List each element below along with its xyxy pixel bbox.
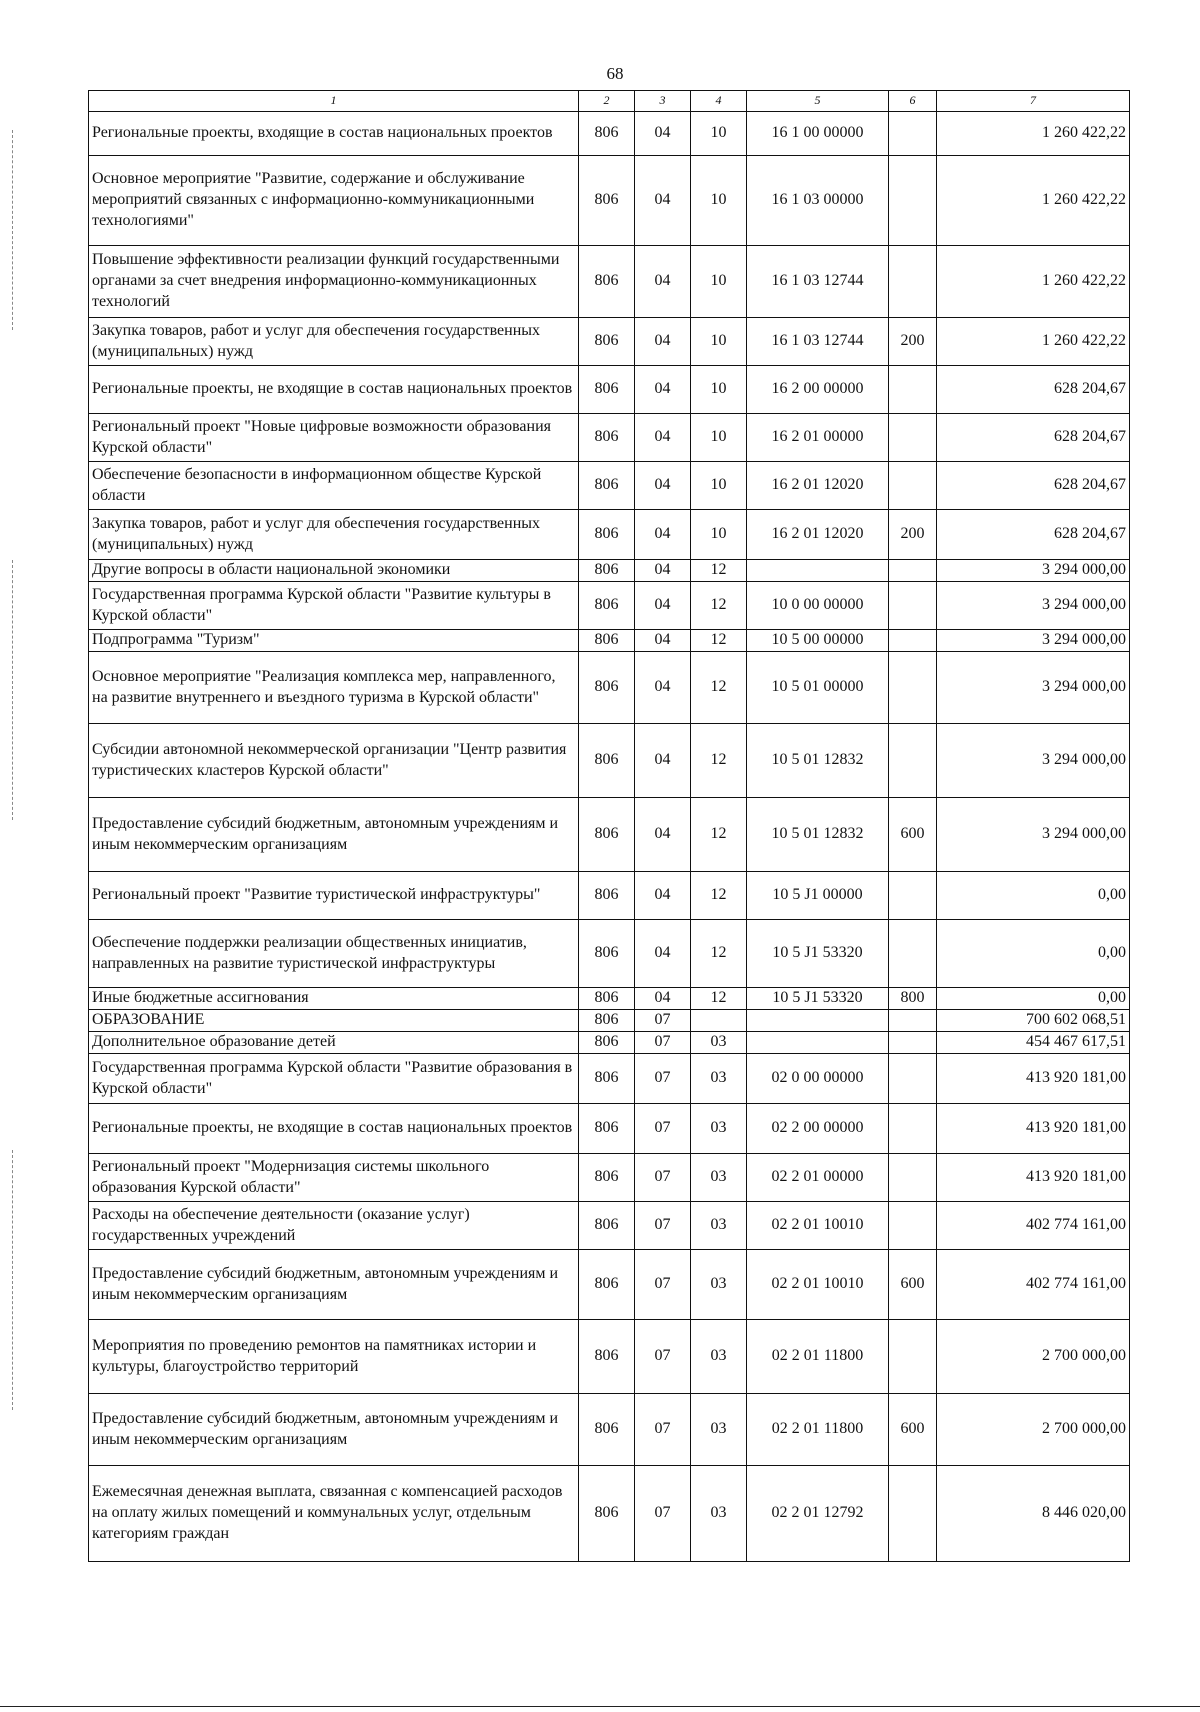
row-amount-cell: 402 774 161,00 — [937, 1202, 1130, 1250]
row-amount-cell: 628 204,67 — [937, 366, 1130, 414]
row-admin-code-cell: 806 — [579, 414, 635, 462]
table-row — [89, 366, 1130, 414]
table-row — [89, 1250, 1130, 1320]
row-admin-code-cell: 806 — [579, 724, 635, 798]
row-target-article-cell: 10 5 00 00000 — [747, 630, 889, 652]
row-section-cell: 04 — [635, 630, 691, 652]
row-target-article-cell — [747, 1010, 889, 1032]
row-admin-code-cell: 806 — [579, 1054, 635, 1104]
row-name-cell: Региональные проекты, входящие в состав национальных проектов — [89, 112, 579, 156]
scan-edge-mark — [12, 1150, 13, 1410]
row-name-cell: Обеспечение безопасности в информационном обществе Курской области — [89, 462, 579, 510]
table-row — [89, 920, 1130, 988]
row-section-cell: 07 — [635, 1010, 691, 1032]
row-target-article-cell: 16 1 03 12744 — [747, 246, 889, 318]
row-amount-cell: 0,00 — [937, 872, 1130, 920]
table-row — [89, 1104, 1130, 1154]
row-subsection-cell: 03 — [691, 1250, 747, 1320]
table-row — [89, 1010, 1130, 1032]
table-row — [89, 1154, 1130, 1202]
table-row — [89, 1032, 1130, 1054]
row-target-article-cell: 10 5 01 00000 — [747, 652, 889, 724]
row-target-article-cell: 16 2 01 00000 — [747, 414, 889, 462]
row-section-cell: 04 — [635, 462, 691, 510]
row-section-cell: 04 — [635, 920, 691, 988]
row-section-cell: 04 — [635, 366, 691, 414]
row-section-cell: 04 — [635, 414, 691, 462]
row-name-cell: Иные бюджетные ассигнования — [89, 988, 579, 1010]
row-expense-type-cell — [889, 462, 937, 510]
table-row — [89, 872, 1130, 920]
table-row — [89, 560, 1130, 582]
row-amount-cell: 628 204,67 — [937, 510, 1130, 560]
row-expense-type-cell — [889, 1154, 937, 1202]
row-admin-code-cell: 806 — [579, 1154, 635, 1202]
row-amount-cell: 454 467 617,51 — [937, 1032, 1130, 1054]
column-header: 7 — [937, 91, 1130, 112]
table-row — [89, 724, 1130, 798]
row-name-cell: Другие вопросы в области национальной экономики — [89, 560, 579, 582]
row-target-article-cell: 16 2 01 12020 — [747, 510, 889, 560]
row-name-cell: Региональный проект "Модернизация системы школьного образования Курской области" — [89, 1154, 579, 1202]
row-subsection-cell: 12 — [691, 560, 747, 582]
row-amount-cell: 3 294 000,00 — [937, 582, 1130, 630]
row-target-article-cell: 16 1 03 12744 — [747, 318, 889, 366]
row-amount-cell: 3 294 000,00 — [937, 560, 1130, 582]
row-amount-cell: 0,00 — [937, 920, 1130, 988]
row-section-cell: 04 — [635, 156, 691, 246]
row-target-article-cell: 10 0 00 00000 — [747, 582, 889, 630]
row-section-cell: 04 — [635, 582, 691, 630]
row-target-article-cell: 10 5 01 12832 — [747, 798, 889, 872]
row-subsection-cell: 03 — [691, 1032, 747, 1054]
row-name-cell: Повышение эффективности реализации функций государственными органами за счет внедрения информационно-коммуникационных технологий — [89, 246, 579, 318]
row-name-cell: Субсидии автономной некоммерческой организации "Центр развития туристических кластеров Курской области" — [89, 724, 579, 798]
row-name-cell: Ежемесячная денежная выплата, связанная с компенсацией расходов на оплату жилых помещений и коммунальных услуг, отдельным категориям граждан — [89, 1466, 579, 1562]
row-admin-code-cell: 806 — [579, 1250, 635, 1320]
row-subsection-cell: 03 — [691, 1154, 747, 1202]
column-header: 6 — [889, 91, 937, 112]
row-section-cell: 07 — [635, 1466, 691, 1562]
row-name-cell: Предоставление субсидий бюджетным, автономным учреждениям и иным некоммерческим организациям — [89, 798, 579, 872]
row-name-cell: Обеспечение поддержки реализации общественных инициатив, направленных на развитие туристической инфраструктуры — [89, 920, 579, 988]
row-admin-code-cell: 806 — [579, 872, 635, 920]
row-expense-type-cell: 600 — [889, 1250, 937, 1320]
row-amount-cell: 628 204,67 — [937, 414, 1130, 462]
row-subsection-cell: 03 — [691, 1320, 747, 1394]
row-section-cell: 07 — [635, 1320, 691, 1394]
row-target-article-cell: 16 1 00 00000 — [747, 112, 889, 156]
row-section-cell: 07 — [635, 1394, 691, 1466]
column-header: 1 — [89, 91, 579, 112]
row-name-cell: Государственная программа Курской области "Развитие образования в Курской области" — [89, 1054, 579, 1104]
page-number: 68 — [606, 64, 624, 83]
row-admin-code-cell: 806 — [579, 582, 635, 630]
row-target-article-cell: 10 5 J1 00000 — [747, 872, 889, 920]
row-admin-code-cell: 806 — [579, 112, 635, 156]
row-expense-type-cell — [889, 724, 937, 798]
row-section-cell: 07 — [635, 1104, 691, 1154]
table-row — [89, 630, 1130, 652]
row-amount-cell: 3 294 000,00 — [937, 798, 1130, 872]
row-name-cell: Предоставление субсидий бюджетным, автономным учреждениям и иным некоммерческим организациям — [89, 1250, 579, 1320]
row-name-cell: Региональные проекты, не входящие в состав национальных проектов — [89, 366, 579, 414]
row-target-article-cell: 10 5 J1 53320 — [747, 920, 889, 988]
row-admin-code-cell: 806 — [579, 920, 635, 988]
row-subsection-cell: 12 — [691, 582, 747, 630]
row-name-cell: Основное мероприятие "Развитие, содержание и обслуживание мероприятий связанных с информационно-коммуникационными технологиями" — [89, 156, 579, 246]
row-target-article-cell: 02 2 01 00000 — [747, 1154, 889, 1202]
table-row — [89, 156, 1130, 246]
row-name-cell: Региональные проекты, не входящие в состав национальных проектов — [89, 1104, 579, 1154]
row-amount-cell: 413 920 181,00 — [937, 1054, 1130, 1104]
row-subsection-cell: 03 — [691, 1466, 747, 1562]
table-row — [89, 246, 1130, 318]
row-subsection-cell: 10 — [691, 366, 747, 414]
row-expense-type-cell: 800 — [889, 988, 937, 1010]
row-amount-cell: 3 294 000,00 — [937, 652, 1130, 724]
row-section-cell: 04 — [635, 652, 691, 724]
row-admin-code-cell: 806 — [579, 366, 635, 414]
column-header: 2 — [579, 91, 635, 112]
row-admin-code-cell: 806 — [579, 1320, 635, 1394]
row-name-cell: Мероприятия по проведению ремонтов на памятниках истории и культуры, благоустройство территорий — [89, 1320, 579, 1394]
row-admin-code-cell: 806 — [579, 1104, 635, 1154]
row-subsection-cell — [691, 1010, 747, 1032]
table-row — [89, 1054, 1130, 1104]
scan-edge-mark — [12, 130, 13, 330]
row-target-article-cell: 02 2 01 11800 — [747, 1320, 889, 1394]
row-section-cell: 04 — [635, 246, 691, 318]
column-header: 4 — [691, 91, 747, 112]
row-admin-code-cell: 806 — [579, 630, 635, 652]
table-row — [89, 318, 1130, 366]
row-admin-code-cell: 806 — [579, 246, 635, 318]
row-subsection-cell: 12 — [691, 652, 747, 724]
row-section-cell: 04 — [635, 560, 691, 582]
row-name-cell: Расходы на обеспечение деятельности (оказание услуг) государственных учреждений — [89, 1202, 579, 1250]
row-target-article-cell: 16 2 00 00000 — [747, 366, 889, 414]
row-name-cell: Предоставление субсидий бюджетным, автономным учреждениям и иным некоммерческим организациям — [89, 1394, 579, 1466]
table-row — [89, 414, 1130, 462]
row-admin-code-cell: 806 — [579, 798, 635, 872]
row-admin-code-cell: 806 — [579, 318, 635, 366]
column-header: 3 — [635, 91, 691, 112]
row-amount-cell: 1 260 422,22 — [937, 112, 1130, 156]
row-section-cell: 07 — [635, 1154, 691, 1202]
table-row — [89, 1394, 1130, 1466]
row-expense-type-cell — [889, 1010, 937, 1032]
row-amount-cell: 2 700 000,00 — [937, 1394, 1130, 1466]
table-row — [89, 582, 1130, 630]
row-section-cell: 07 — [635, 1202, 691, 1250]
table-row — [89, 462, 1130, 510]
row-expense-type-cell: 200 — [889, 318, 937, 366]
row-target-article-cell — [747, 1032, 889, 1054]
row-target-article-cell: 02 2 01 11800 — [747, 1394, 889, 1466]
table-row — [89, 112, 1130, 156]
row-name-cell: Региональный проект "Новые цифровые возможности образования Курской области" — [89, 414, 579, 462]
row-expense-type-cell: 600 — [889, 1394, 937, 1466]
row-amount-cell: 402 774 161,00 — [937, 1250, 1130, 1320]
row-subsection-cell: 10 — [691, 156, 747, 246]
row-section-cell: 07 — [635, 1054, 691, 1104]
row-name-cell: Закупка товаров, работ и услуг для обеспечения государственных (муниципальных) нужд — [89, 318, 579, 366]
column-number-row — [89, 91, 1130, 112]
row-section-cell: 04 — [635, 724, 691, 798]
row-expense-type-cell: 600 — [889, 798, 937, 872]
row-expense-type-cell — [889, 560, 937, 582]
row-target-article-cell: 02 2 00 00000 — [747, 1104, 889, 1154]
row-expense-type-cell — [889, 652, 937, 724]
row-subsection-cell: 10 — [691, 510, 747, 560]
row-section-cell: 07 — [635, 1250, 691, 1320]
row-amount-cell: 8 446 020,00 — [937, 1466, 1130, 1562]
row-expense-type-cell — [889, 366, 937, 414]
row-name-cell: Государственная программа Курской области "Развитие культуры в Курской области" — [89, 582, 579, 630]
row-admin-code-cell: 806 — [579, 1010, 635, 1032]
budget-table — [88, 90, 1130, 1562]
row-subsection-cell: 03 — [691, 1202, 747, 1250]
table-row — [89, 798, 1130, 872]
row-amount-cell: 1 260 422,22 — [937, 156, 1130, 246]
row-name-cell: Закупка товаров, работ и услуг для обеспечения государственных (муниципальных) нужд — [89, 510, 579, 560]
row-target-article-cell: 02 0 00 00000 — [747, 1054, 889, 1104]
row-target-article-cell: 16 2 01 12020 — [747, 462, 889, 510]
row-target-article-cell — [747, 560, 889, 582]
row-expense-type-cell — [889, 1320, 937, 1394]
row-name-cell: Основное мероприятие "Реализация комплекса мер, направленного, на развитие внутреннего и въездного туризма в Курской области" — [89, 652, 579, 724]
row-subsection-cell: 10 — [691, 462, 747, 510]
table-row — [89, 1202, 1130, 1250]
row-subsection-cell: 10 — [691, 246, 747, 318]
row-subsection-cell: 12 — [691, 724, 747, 798]
row-expense-type-cell — [889, 920, 937, 988]
row-subsection-cell: 12 — [691, 798, 747, 872]
row-admin-code-cell: 806 — [579, 652, 635, 724]
row-subsection-cell: 12 — [691, 630, 747, 652]
row-admin-code-cell: 806 — [579, 1394, 635, 1466]
scan-edge-mark — [12, 560, 13, 820]
row-subsection-cell: 03 — [691, 1054, 747, 1104]
row-section-cell: 04 — [635, 112, 691, 156]
row-name-cell: Дополнительное образование детей — [89, 1032, 579, 1054]
row-name-cell: ОБРАЗОВАНИЕ — [89, 1010, 579, 1032]
row-section-cell: 04 — [635, 318, 691, 366]
row-amount-cell: 1 260 422,22 — [937, 318, 1130, 366]
row-subsection-cell: 10 — [691, 318, 747, 366]
row-expense-type-cell: 200 — [889, 510, 937, 560]
row-admin-code-cell: 806 — [579, 1466, 635, 1562]
table-row — [89, 510, 1130, 560]
row-amount-cell: 413 920 181,00 — [937, 1104, 1130, 1154]
row-subsection-cell: 10 — [691, 112, 747, 156]
row-expense-type-cell — [889, 630, 937, 652]
row-name-cell: Подпрограмма "Туризм" — [89, 630, 579, 652]
row-section-cell: 04 — [635, 798, 691, 872]
row-expense-type-cell — [889, 414, 937, 462]
row-amount-cell: 0,00 — [937, 988, 1130, 1010]
table-row — [89, 1320, 1130, 1394]
row-subsection-cell: 03 — [691, 1394, 747, 1466]
row-admin-code-cell: 806 — [579, 560, 635, 582]
row-admin-code-cell: 806 — [579, 156, 635, 246]
row-expense-type-cell — [889, 872, 937, 920]
row-expense-type-cell — [889, 112, 937, 156]
row-target-article-cell: 02 2 01 10010 — [747, 1202, 889, 1250]
row-section-cell: 04 — [635, 872, 691, 920]
row-subsection-cell: 10 — [691, 414, 747, 462]
row-section-cell: 07 — [635, 1032, 691, 1054]
row-target-article-cell: 10 5 01 12832 — [747, 724, 889, 798]
row-expense-type-cell — [889, 582, 937, 630]
row-admin-code-cell: 806 — [579, 1032, 635, 1054]
row-amount-cell: 413 920 181,00 — [937, 1154, 1130, 1202]
row-target-article-cell: 10 5 J1 53320 — [747, 988, 889, 1010]
row-admin-code-cell: 806 — [579, 510, 635, 560]
row-amount-cell: 1 260 422,22 — [937, 246, 1130, 318]
row-admin-code-cell: 806 — [579, 462, 635, 510]
row-target-article-cell: 02 2 01 12792 — [747, 1466, 889, 1562]
row-admin-code-cell: 806 — [579, 988, 635, 1010]
table-row — [89, 652, 1130, 724]
row-section-cell: 04 — [635, 510, 691, 560]
row-section-cell: 04 — [635, 988, 691, 1010]
row-expense-type-cell — [889, 1202, 937, 1250]
row-subsection-cell: 12 — [691, 920, 747, 988]
table-body — [89, 112, 1130, 1562]
row-expense-type-cell — [889, 156, 937, 246]
row-amount-cell: 2 700 000,00 — [937, 1320, 1130, 1394]
row-expense-type-cell — [889, 1466, 937, 1562]
row-amount-cell: 3 294 000,00 — [937, 630, 1130, 652]
row-amount-cell: 3 294 000,00 — [937, 724, 1130, 798]
table-row — [89, 1466, 1130, 1562]
column-header: 5 — [747, 91, 889, 112]
row-name-cell: Региональный проект "Развитие туристической инфраструктуры" — [89, 872, 579, 920]
row-expense-type-cell — [889, 1032, 937, 1054]
row-subsection-cell: 12 — [691, 872, 747, 920]
row-amount-cell: 628 204,67 — [937, 462, 1130, 510]
row-target-article-cell: 16 1 03 00000 — [747, 156, 889, 246]
table-row — [89, 988, 1130, 1010]
row-subsection-cell: 03 — [691, 1104, 747, 1154]
row-expense-type-cell — [889, 1104, 937, 1154]
row-expense-type-cell — [889, 246, 937, 318]
row-target-article-cell: 02 2 01 10010 — [747, 1250, 889, 1320]
row-amount-cell: 700 602 068,51 — [937, 1010, 1130, 1032]
row-subsection-cell: 12 — [691, 988, 747, 1010]
row-expense-type-cell — [889, 1054, 937, 1104]
row-admin-code-cell: 806 — [579, 1202, 635, 1250]
page-bottom-rule — [0, 1706, 1200, 1707]
